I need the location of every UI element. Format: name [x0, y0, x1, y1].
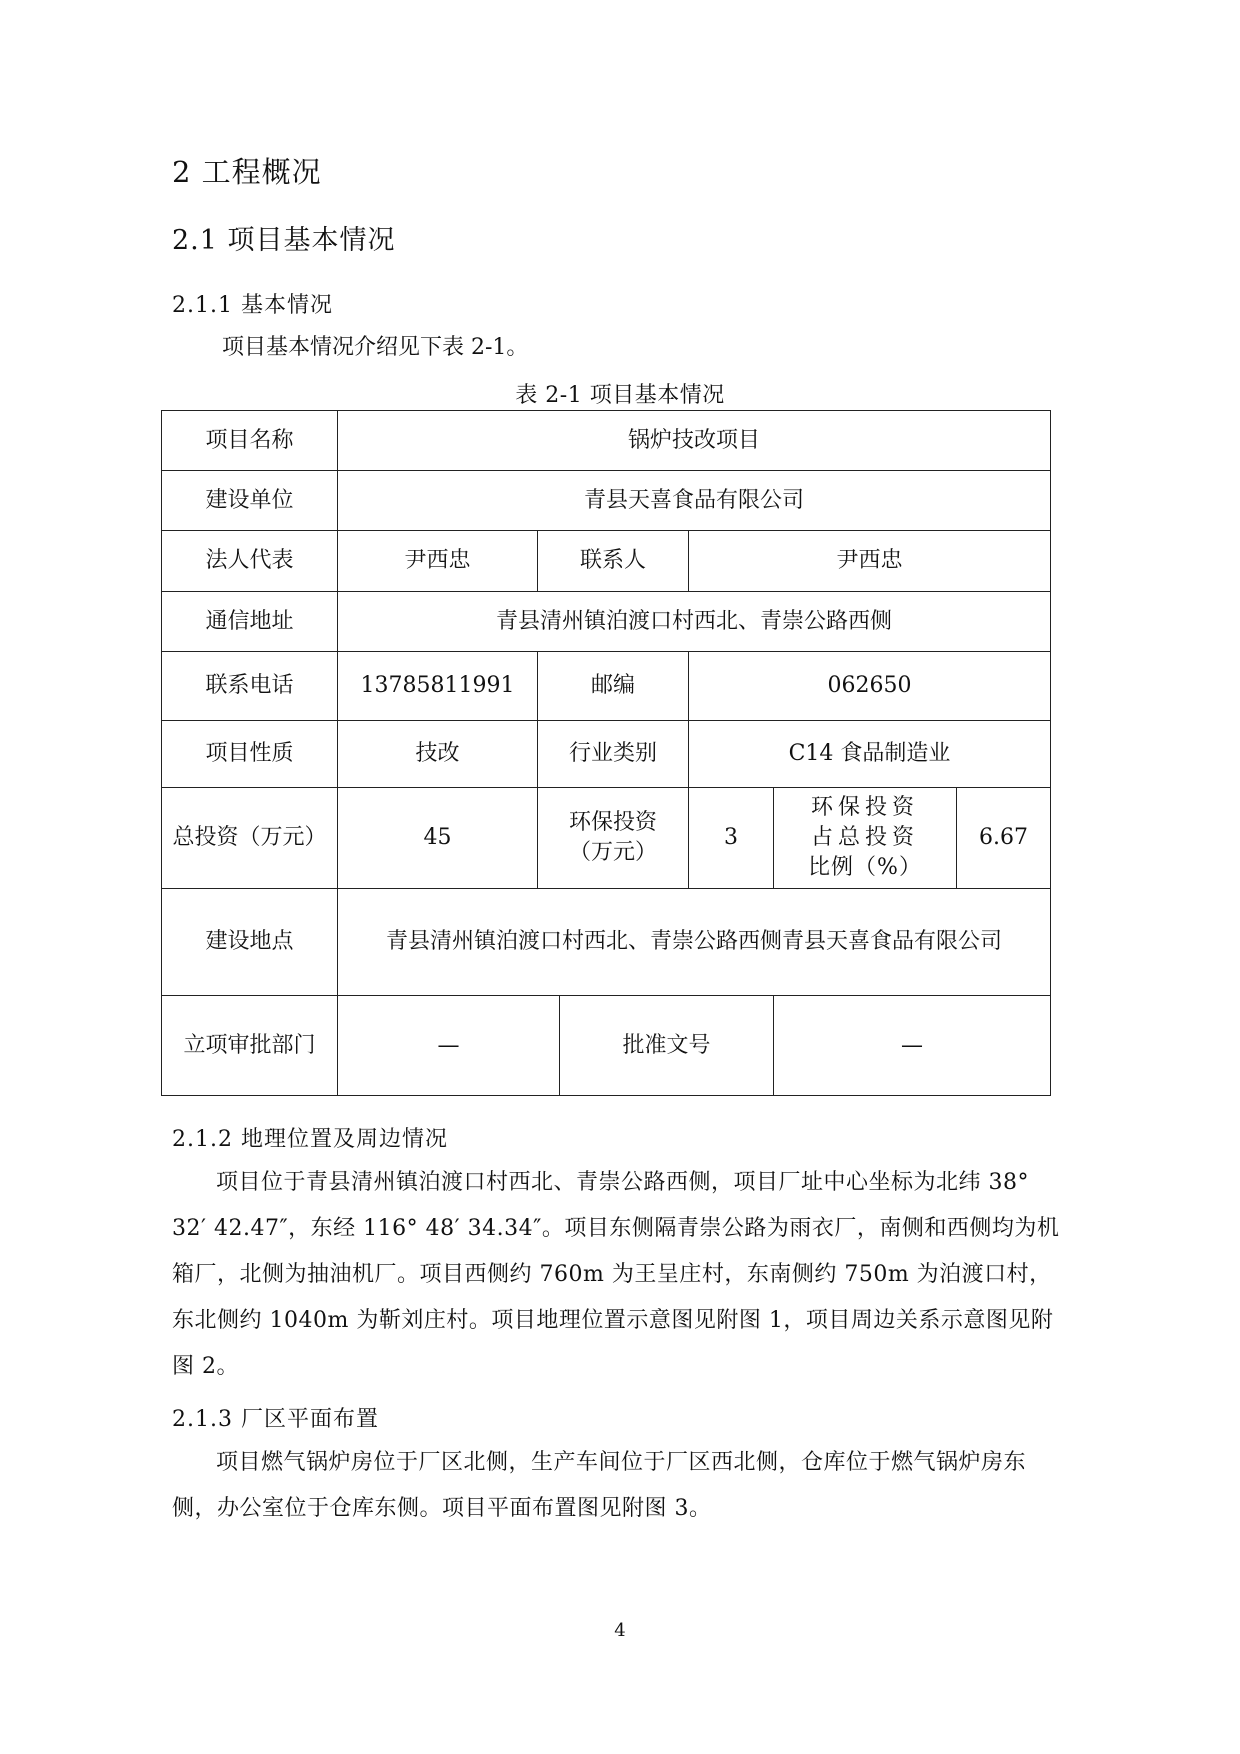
env-invest-label-line: （万元）: [568, 840, 657, 865]
chapter-heading: 2 工程概况: [172, 155, 322, 189]
env-invest-value: 3: [689, 788, 774, 889]
investment-label: 总投资（万元）: [162, 788, 338, 889]
ratio-label-line: 环保投资: [810, 795, 919, 820]
table-row: [162, 411, 1051, 471]
table-row: [162, 471, 1051, 531]
legal-rep-label: 法人代表: [162, 531, 338, 592]
postcode-value: 062650: [689, 652, 1051, 721]
ratio-label-line: 占总投资: [810, 825, 919, 850]
table-row: [162, 788, 1051, 889]
table-row: [162, 721, 1051, 788]
postcode-label: 邮编: [538, 652, 689, 721]
table-caption: 表 2-1 项目基本情况: [515, 383, 725, 408]
env-invest-label: [538, 788, 689, 889]
table-row: [162, 889, 1051, 996]
subsection-heading-location: 2.1.2 地理位置及周边情况: [172, 1127, 448, 1152]
ratio-value: 6.67: [957, 788, 1051, 889]
project-name-label: 项目名称: [162, 411, 338, 471]
nature-value: 技改: [338, 721, 538, 788]
subsection-heading-layout: 2.1.3 厂区平面布置: [172, 1407, 379, 1432]
subsection-heading-basic: 2.1.1 基本情况: [172, 293, 333, 318]
address-value: 青县清州镇泊渡口村西北、青崇公路西侧: [338, 592, 1051, 652]
env-invest-label-line: 环保投资: [568, 810, 657, 835]
builder-value: 青县天喜食品有限公司: [338, 471, 1051, 531]
location-label: 建设地点: [162, 889, 338, 996]
industry-value: C14 食品制造业: [689, 721, 1051, 788]
contact-label: 联系人: [538, 531, 689, 592]
industry-label: 行业类别: [538, 721, 689, 788]
contact-value: 尹西忠: [689, 531, 1051, 592]
approval-no-label: 批准文号: [560, 996, 774, 1096]
approval-dept-value: —: [338, 996, 560, 1096]
legal-rep-value: 尹西忠: [338, 531, 538, 592]
table-row: [162, 652, 1051, 721]
address-label: 通信地址: [162, 592, 338, 652]
table-row: [162, 592, 1051, 652]
page-number: 4: [614, 1620, 626, 1641]
nature-label: 项目性质: [162, 721, 338, 788]
phone-label: 联系电话: [162, 652, 338, 721]
layout-paragraph: 项目燃气锅炉房位于厂区北侧，生产车间位于厂区西北侧，仓库位于燃气锅炉房东侧，办公室位于仓库东侧。项目平面布置图见附图 3。: [172, 1450, 1027, 1521]
investment-value: 45: [338, 788, 538, 889]
intro-text: 项目基本情况介绍见下表 2-1。: [222, 335, 529, 360]
location-value: 青县清州镇泊渡口村西北、青崇公路西侧青县天喜食品有限公司: [338, 889, 1051, 996]
builder-label: 建设单位: [162, 471, 338, 531]
table-row: [162, 996, 1051, 1096]
ratio-label-line: 比例（%）: [808, 855, 922, 880]
table-row: [162, 531, 1051, 592]
section-heading: 2.1 项目基本情况: [172, 225, 396, 256]
project-name-value: 锅炉技改项目: [338, 411, 1051, 471]
approval-no-value: —: [774, 996, 1051, 1096]
project-info-table: [161, 410, 1051, 1096]
phone-value: 13785811991: [338, 652, 538, 721]
approval-dept-label: 立项审批部门: [162, 996, 338, 1096]
location-paragraph: 项目位于青县清州镇泊渡口村西北、青崇公路西侧，项目厂址中心坐标为北纬 38° 32′ 42.47″，东经 116° 48′ 34.34″。项目东侧隔青崇公路为雨衣厂，南侧和西侧均为机箱厂，北侧为抽油机厂。项目西侧约 760m 为王呈庄村，东南侧约 750m 为泊渡口村，东北侧约 1040m 为靳刘庄村。项目地理位置示意图见附图 1，项目周边关系示意图见附图 2。: [172, 1170, 1060, 1379]
ratio-label: [774, 788, 957, 889]
